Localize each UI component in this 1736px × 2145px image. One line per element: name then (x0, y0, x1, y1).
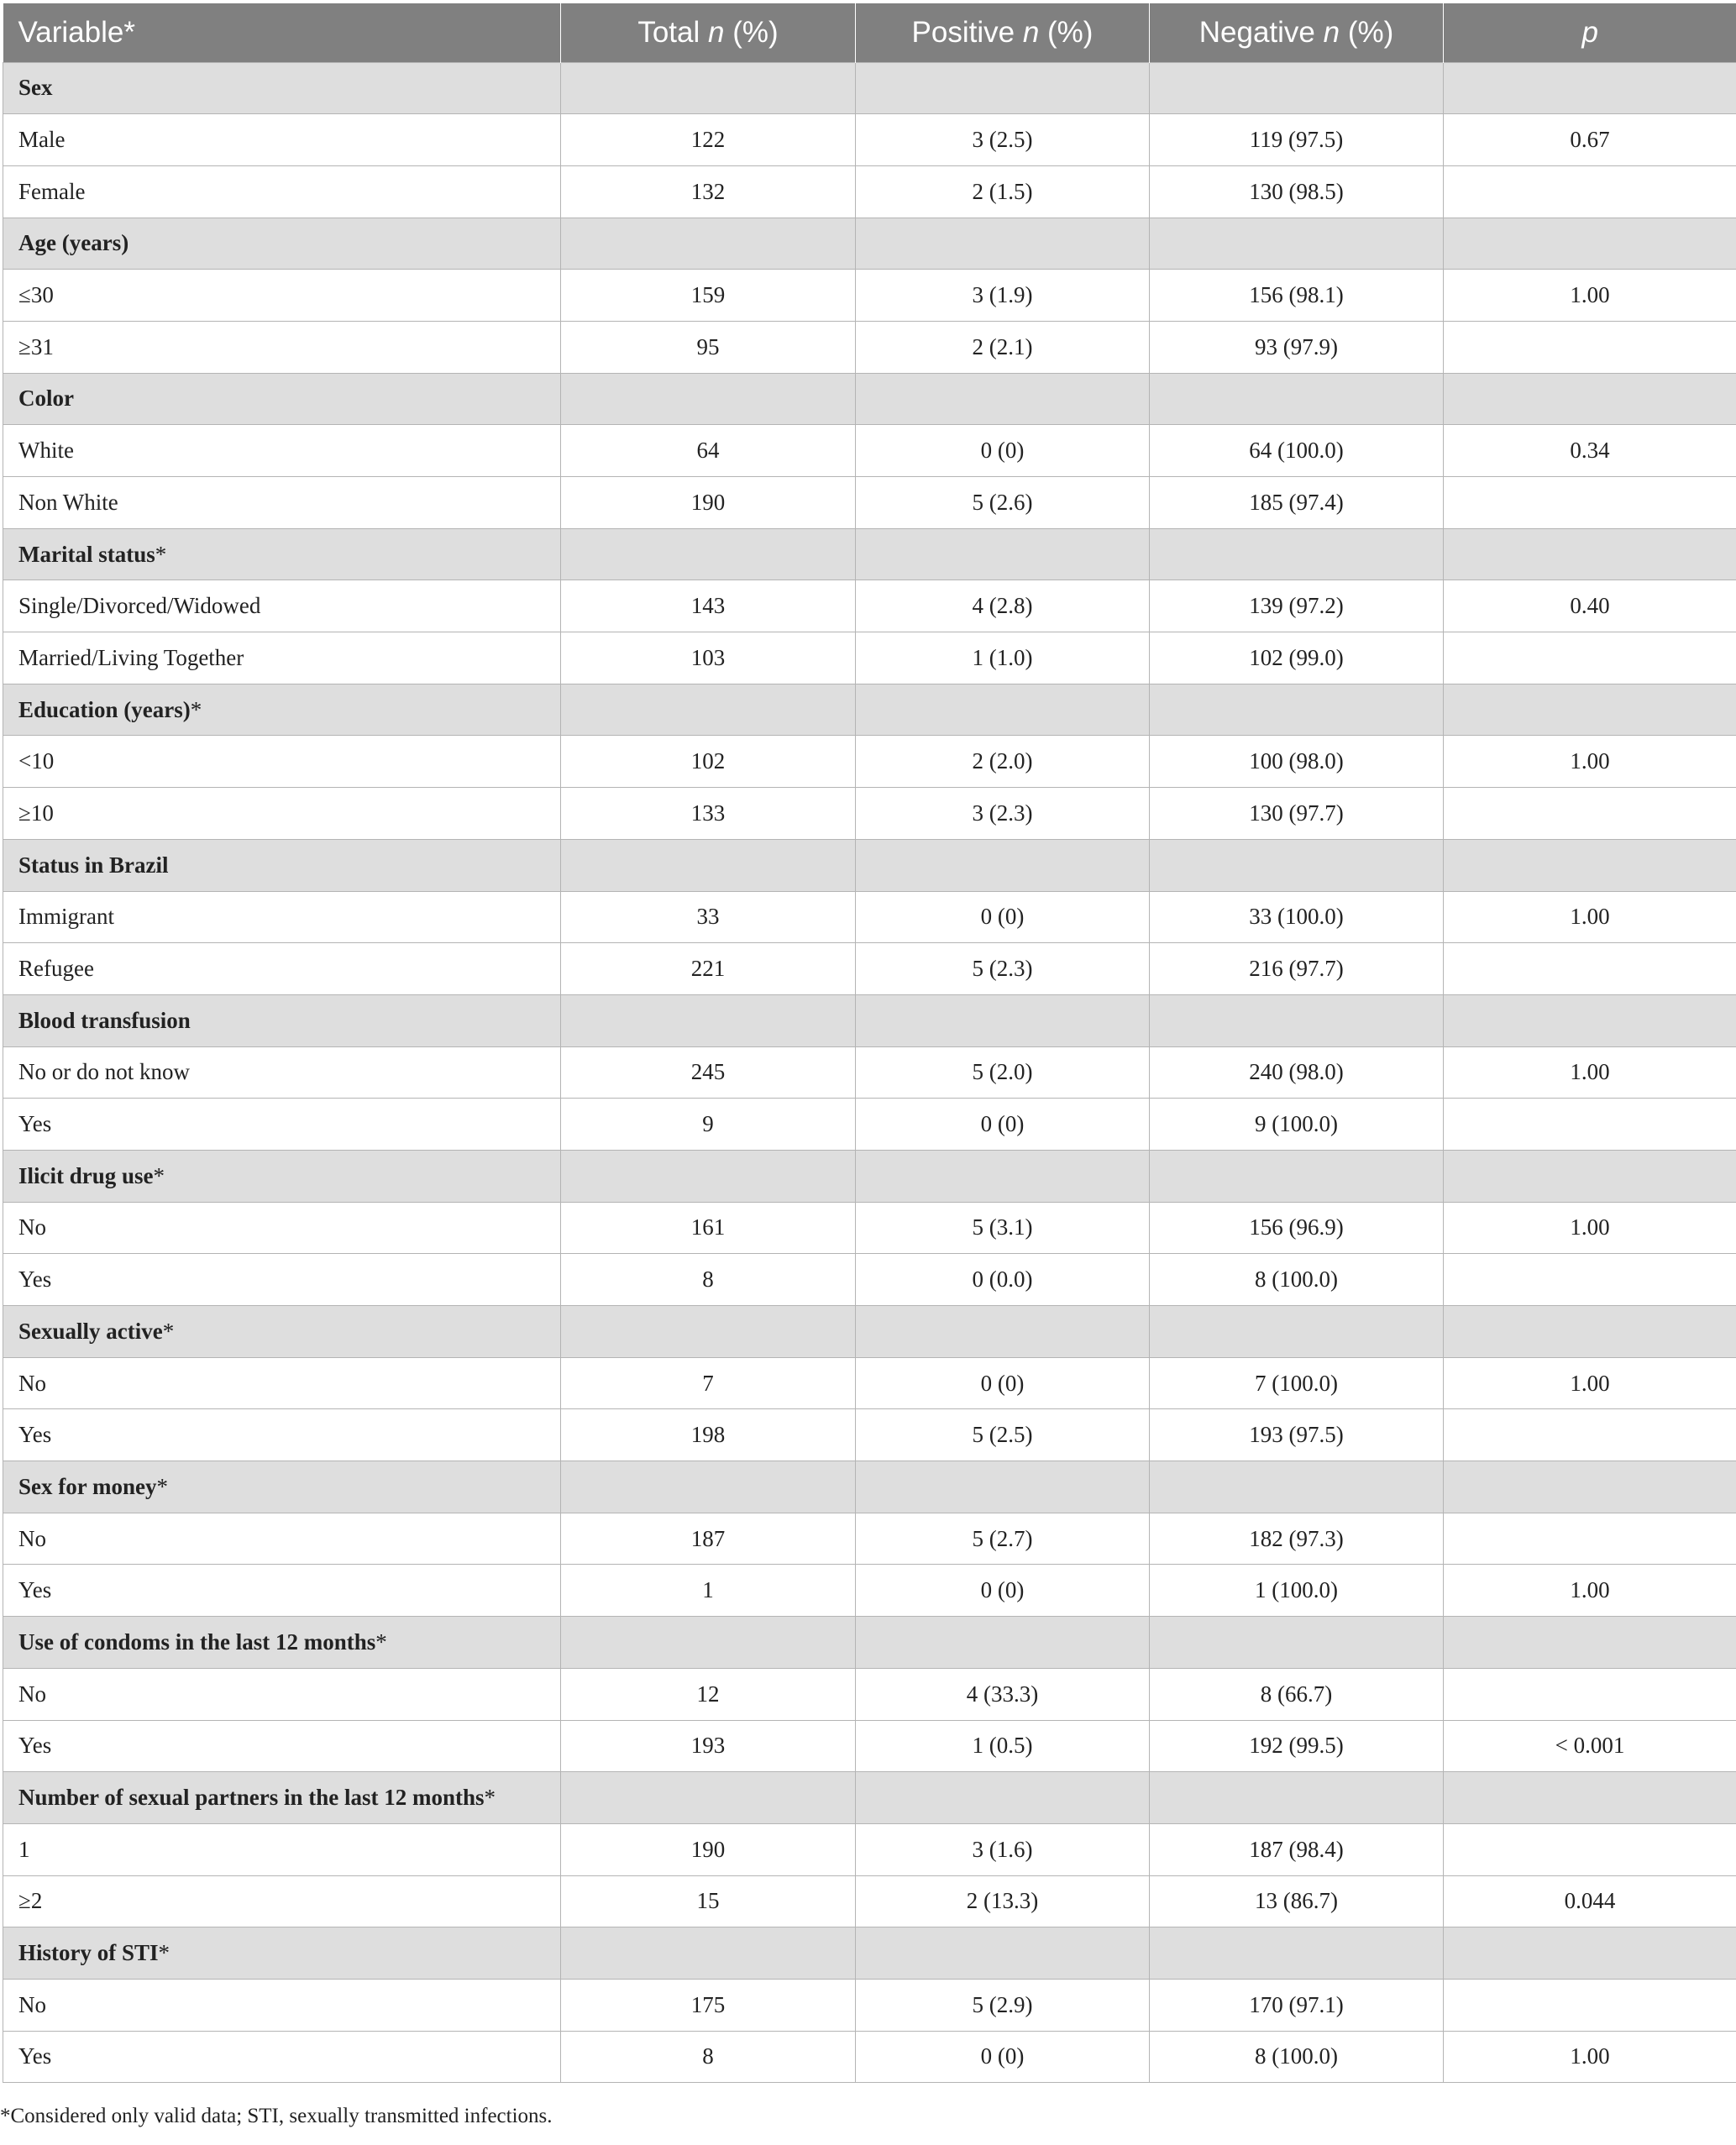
cell-total: 198 (561, 1409, 856, 1461)
group-empty-cell (1444, 1306, 1736, 1358)
group-empty-cell (561, 994, 856, 1046)
group-empty-cell (1444, 1772, 1736, 1824)
cell-label: ≥10 (3, 788, 561, 840)
cell-total: 103 (561, 632, 856, 684)
cell-label: Yes (3, 1565, 561, 1617)
table-row (3, 1875, 1736, 1927)
group-empty-cell (1444, 1150, 1736, 1202)
cell-positive: 0 (0) (856, 2031, 1150, 2083)
cell-total: 193 (561, 1720, 856, 1772)
group-empty-cell (1150, 1927, 1444, 1980)
cell-positive: 2 (2.0) (856, 736, 1150, 788)
cell-p: 1.00 (1444, 2031, 1736, 2083)
group-empty-cell (561, 62, 856, 114)
table-row (3, 1513, 1736, 1565)
group-title-text: Use of condoms in the last 12 months (18, 1628, 376, 1655)
group-row (3, 1617, 1736, 1669)
cell-p (1444, 1668, 1736, 1720)
cell-negative: 8 (66.7) (1150, 1668, 1444, 1720)
cell-positive: 5 (2.9) (856, 1979, 1150, 2031)
cell-positive: 5 (2.3) (856, 943, 1150, 995)
table-row (3, 632, 1736, 684)
cell-negative: 187 (98.4) (1150, 1823, 1444, 1875)
group-row (3, 1306, 1736, 1358)
cell-p: 1.00 (1444, 1046, 1736, 1099)
cell-p (1444, 321, 1736, 373)
group-row (3, 528, 1736, 580)
group-row (3, 1772, 1736, 1824)
group-title-text: History of STI (18, 1940, 159, 1966)
group-empty-cell (856, 839, 1150, 891)
group-empty-cell (1444, 684, 1736, 736)
cell-p: 0.67 (1444, 114, 1736, 166)
table-row (3, 270, 1736, 322)
cell-negative: 119 (97.5) (1150, 114, 1444, 166)
table-row (3, 580, 1736, 632)
cell-positive: 3 (1.9) (856, 270, 1150, 322)
group-title (3, 373, 561, 425)
cell-p: 1.00 (1444, 1565, 1736, 1617)
group-title-text: Status in Brazil (18, 852, 169, 878)
group-empty-cell (1150, 839, 1444, 891)
group-empty-cell (561, 684, 856, 736)
group-empty-cell (1150, 373, 1444, 425)
group-title-text: Education (years) (18, 696, 191, 722)
table-row (3, 1409, 1736, 1461)
group-empty-cell (1150, 1306, 1444, 1358)
header-negative: Negative n (%) (1150, 3, 1444, 62)
group-empty-cell (1444, 373, 1736, 425)
cell-positive: 3 (2.3) (856, 788, 1150, 840)
group-empty-cell (1150, 684, 1444, 736)
group-row (3, 373, 1736, 425)
cell-p: 1.00 (1444, 891, 1736, 943)
header-total: Total n (%) (561, 3, 856, 62)
table-row (3, 891, 1736, 943)
group-title-asterisk: * (162, 1318, 175, 1344)
cell-p: 1.00 (1444, 270, 1736, 322)
header-p: p (1444, 3, 1736, 62)
group-empty-cell (561, 1461, 856, 1513)
cell-p (1444, 632, 1736, 684)
group-empty-cell (856, 684, 1150, 736)
group-title-text: Sex for money (18, 1473, 157, 1499)
table-row (3, 1823, 1736, 1875)
cell-negative: 9 (100.0) (1150, 1099, 1444, 1151)
group-empty-cell (1444, 994, 1736, 1046)
group-empty-cell (561, 839, 856, 891)
group-title (3, 684, 561, 736)
cell-total: 7 (561, 1357, 856, 1409)
group-title-asterisk: * (375, 1628, 387, 1655)
cell-negative: 240 (98.0) (1150, 1046, 1444, 1099)
group-title (3, 1617, 561, 1669)
group-title-text: Blood transfusion (18, 1007, 191, 1033)
cell-total: 12 (561, 1668, 856, 1720)
cell-positive: 3 (2.5) (856, 114, 1150, 166)
group-title (3, 1772, 561, 1824)
group-title-text: Ilicit drug use (18, 1162, 154, 1188)
group-title-asterisk: * (190, 696, 202, 722)
group-empty-cell (561, 1772, 856, 1824)
group-row (3, 1150, 1736, 1202)
cell-negative: 185 (97.4) (1150, 477, 1444, 529)
cell-p: 1.00 (1444, 736, 1736, 788)
group-title-asterisk: * (153, 1162, 165, 1188)
cell-positive: 2 (2.1) (856, 321, 1150, 373)
table-row (3, 1979, 1736, 2031)
cell-total: 245 (561, 1046, 856, 1099)
group-empty-cell (1444, 1927, 1736, 1980)
group-empty-cell (1150, 1772, 1444, 1824)
cell-p: 1.00 (1444, 1202, 1736, 1254)
cell-negative: 139 (97.2) (1150, 580, 1444, 632)
cell-negative: 170 (97.1) (1150, 1979, 1444, 2031)
cell-total: 8 (561, 1254, 856, 1306)
table-row (3, 321, 1736, 373)
cell-total: 9 (561, 1099, 856, 1151)
group-empty-cell (1150, 1461, 1444, 1513)
table-row (3, 943, 1736, 995)
cell-negative: 8 (100.0) (1150, 1254, 1444, 1306)
cell-label: Single/Divorced/Widowed (3, 580, 561, 632)
group-empty-cell (1444, 839, 1736, 891)
group-empty-cell (1150, 1150, 1444, 1202)
cell-negative: 130 (97.7) (1150, 788, 1444, 840)
cell-p (1444, 1513, 1736, 1565)
cell-label: Married/Living Together (3, 632, 561, 684)
group-row (3, 62, 1736, 114)
cell-p (1444, 165, 1736, 218)
cell-total: 143 (561, 580, 856, 632)
cell-positive: 0 (0) (856, 1565, 1150, 1617)
group-title (3, 528, 561, 580)
cell-positive: 5 (2.5) (856, 1409, 1150, 1461)
cell-negative: 64 (100.0) (1150, 425, 1444, 477)
table-row (3, 1565, 1736, 1617)
cell-label: Immigrant (3, 891, 561, 943)
cell-p: 0.044 (1444, 1875, 1736, 1927)
cell-label: No (3, 1668, 561, 1720)
table-row (3, 1357, 1736, 1409)
group-empty-cell (856, 1306, 1150, 1358)
group-title (3, 994, 561, 1046)
table-row (3, 1046, 1736, 1099)
group-empty-cell (1150, 1617, 1444, 1669)
group-title-asterisk: * (156, 1473, 168, 1499)
group-title-text: Number of sexual partners in the last 12 months (18, 1785, 485, 1811)
cell-label: ≥2 (3, 1875, 561, 1927)
cell-negative: 156 (98.1) (1150, 270, 1444, 322)
cell-label: Refugee (3, 943, 561, 995)
group-title-asterisk: * (484, 1785, 496, 1811)
cell-p (1444, 477, 1736, 529)
cell-p (1444, 1409, 1736, 1461)
group-title-text: Marital status (18, 541, 155, 567)
group-empty-cell (1444, 528, 1736, 580)
cell-p (1444, 1823, 1736, 1875)
group-empty-cell (561, 528, 856, 580)
group-empty-cell (856, 1772, 1150, 1824)
cell-positive: 1 (0.5) (856, 1720, 1150, 1772)
cell-positive: 0 (0.0) (856, 1254, 1150, 1306)
cell-total: 8 (561, 2031, 856, 2083)
group-row (3, 218, 1736, 270)
group-title-asterisk: * (158, 1940, 170, 1966)
cell-total: 190 (561, 1823, 856, 1875)
group-title-text: Sex (18, 75, 53, 101)
cell-total: 190 (561, 477, 856, 529)
data-table (3, 3, 1736, 2083)
table-row (3, 1254, 1736, 1306)
cell-total: 64 (561, 425, 856, 477)
cell-total: 132 (561, 165, 856, 218)
header-positive: Positive n (%) (856, 3, 1150, 62)
table-body (3, 62, 1736, 2083)
group-title (3, 1150, 561, 1202)
group-empty-cell (1444, 62, 1736, 114)
cell-negative: 130 (98.5) (1150, 165, 1444, 218)
table-row (3, 165, 1736, 218)
cell-total: 133 (561, 788, 856, 840)
group-empty-cell (856, 218, 1150, 270)
cell-label: ≤30 (3, 270, 561, 322)
table-row (3, 425, 1736, 477)
cell-positive: 5 (3.1) (856, 1202, 1150, 1254)
cell-positive: 5 (2.7) (856, 1513, 1150, 1565)
group-empty-cell (856, 994, 1150, 1046)
cell-negative: 8 (100.0) (1150, 2031, 1444, 2083)
table-row (3, 1668, 1736, 1720)
cell-label: Yes (3, 2031, 561, 2083)
cell-negative: 93 (97.9) (1150, 321, 1444, 373)
cell-negative: 216 (97.7) (1150, 943, 1444, 995)
group-empty-cell (856, 62, 1150, 114)
cell-negative: 100 (98.0) (1150, 736, 1444, 788)
cell-negative: 33 (100.0) (1150, 891, 1444, 943)
group-title (3, 218, 561, 270)
cell-p: 0.40 (1444, 580, 1736, 632)
cell-label: No (3, 1202, 561, 1254)
cell-positive: 1 (1.0) (856, 632, 1150, 684)
cell-total: 221 (561, 943, 856, 995)
cell-p (1444, 788, 1736, 840)
group-title-text: Age (years) (18, 230, 129, 256)
group-empty-cell (561, 373, 856, 425)
group-empty-cell (1150, 528, 1444, 580)
group-empty-cell (561, 1150, 856, 1202)
cell-positive: 2 (13.3) (856, 1875, 1150, 1927)
cell-p (1444, 1099, 1736, 1151)
cell-positive: 4 (33.3) (856, 1668, 1150, 1720)
group-empty-cell (856, 1150, 1150, 1202)
cell-positive: 5 (2.0) (856, 1046, 1150, 1099)
cell-negative: 192 (99.5) (1150, 1720, 1444, 1772)
cell-negative: 7 (100.0) (1150, 1357, 1444, 1409)
group-empty-cell (856, 528, 1150, 580)
cell-label: ≥31 (3, 321, 561, 373)
cell-positive: 0 (0) (856, 1099, 1150, 1151)
group-empty-cell (1150, 994, 1444, 1046)
cell-positive: 0 (0) (856, 891, 1150, 943)
cell-total: 33 (561, 891, 856, 943)
cell-positive: 4 (2.8) (856, 580, 1150, 632)
table-row (3, 114, 1736, 166)
cell-total: 159 (561, 270, 856, 322)
cell-label: No or do not know (3, 1046, 561, 1099)
cell-total: 122 (561, 114, 856, 166)
group-empty-cell (561, 1306, 856, 1358)
cell-negative: 182 (97.3) (1150, 1513, 1444, 1565)
cell-label: White (3, 425, 561, 477)
header-row (3, 3, 1736, 62)
cell-p: 0.34 (1444, 425, 1736, 477)
cell-label: No (3, 1513, 561, 1565)
table-row (3, 1099, 1736, 1151)
footnote: *Considered only valid data; STI, sexually transmitted infections. (0, 2105, 553, 2127)
cell-negative: 193 (97.5) (1150, 1409, 1444, 1461)
group-empty-cell (1150, 218, 1444, 270)
cell-positive: 5 (2.6) (856, 477, 1150, 529)
group-empty-cell (856, 1617, 1150, 1669)
group-title (3, 1306, 561, 1358)
cell-positive: 3 (1.6) (856, 1823, 1150, 1875)
cell-label: Non White (3, 477, 561, 529)
cell-p (1444, 1254, 1736, 1306)
cell-total: 102 (561, 736, 856, 788)
cell-positive: 2 (1.5) (856, 165, 1150, 218)
group-row (3, 994, 1736, 1046)
cell-label: Female (3, 165, 561, 218)
cell-negative: 156 (96.9) (1150, 1202, 1444, 1254)
group-title (3, 62, 561, 114)
cell-p: 1.00 (1444, 1357, 1736, 1409)
group-row (3, 1927, 1736, 1980)
group-row (3, 839, 1736, 891)
group-title (3, 1927, 561, 1980)
group-title (3, 1461, 561, 1513)
cell-label: Yes (3, 1254, 561, 1306)
cell-total: 175 (561, 1979, 856, 2031)
group-empty-cell (1444, 218, 1736, 270)
table-row (3, 736, 1736, 788)
group-title-asterisk: * (155, 541, 167, 567)
cell-negative: 1 (100.0) (1150, 1565, 1444, 1617)
cell-label: No (3, 1357, 561, 1409)
cell-p (1444, 1979, 1736, 2031)
cell-p: < 0.001 (1444, 1720, 1736, 1772)
group-title-text: Color (18, 385, 74, 412)
cell-total: 161 (561, 1202, 856, 1254)
cell-label: 1 (3, 1823, 561, 1875)
cell-label: Yes (3, 1409, 561, 1461)
group-empty-cell (561, 218, 856, 270)
cell-label: Male (3, 114, 561, 166)
group-empty-cell (1444, 1461, 1736, 1513)
cell-total: 95 (561, 321, 856, 373)
cell-total: 15 (561, 1875, 856, 1927)
table-row (3, 1720, 1736, 1772)
table-header (3, 3, 1736, 62)
group-row (3, 684, 1736, 736)
group-empty-cell (856, 1927, 1150, 1980)
cell-negative: 13 (86.7) (1150, 1875, 1444, 1927)
cell-positive: 0 (0) (856, 425, 1150, 477)
group-empty-cell (1150, 62, 1444, 114)
cell-label: Yes (3, 1720, 561, 1772)
group-empty-cell (561, 1927, 856, 1980)
group-empty-cell (856, 1461, 1150, 1513)
cell-label: <10 (3, 736, 561, 788)
group-empty-cell (856, 373, 1150, 425)
group-empty-cell (1444, 1617, 1736, 1669)
cell-label: No (3, 1979, 561, 2031)
group-title (3, 839, 561, 891)
group-title-text: Sexually active (18, 1318, 163, 1344)
cell-negative: 102 (99.0) (1150, 632, 1444, 684)
table-row (3, 788, 1736, 840)
group-row (3, 1461, 1736, 1513)
cell-positive: 0 (0) (856, 1357, 1150, 1409)
table-row (3, 1202, 1736, 1254)
table-row (3, 477, 1736, 529)
table-row (3, 2031, 1736, 2083)
header-variable: Variable* (18, 15, 135, 49)
cell-label: Yes (3, 1099, 561, 1151)
group-empty-cell (561, 1617, 856, 1669)
cell-p (1444, 943, 1736, 995)
cell-total: 187 (561, 1513, 856, 1565)
cell-total: 1 (561, 1565, 856, 1617)
